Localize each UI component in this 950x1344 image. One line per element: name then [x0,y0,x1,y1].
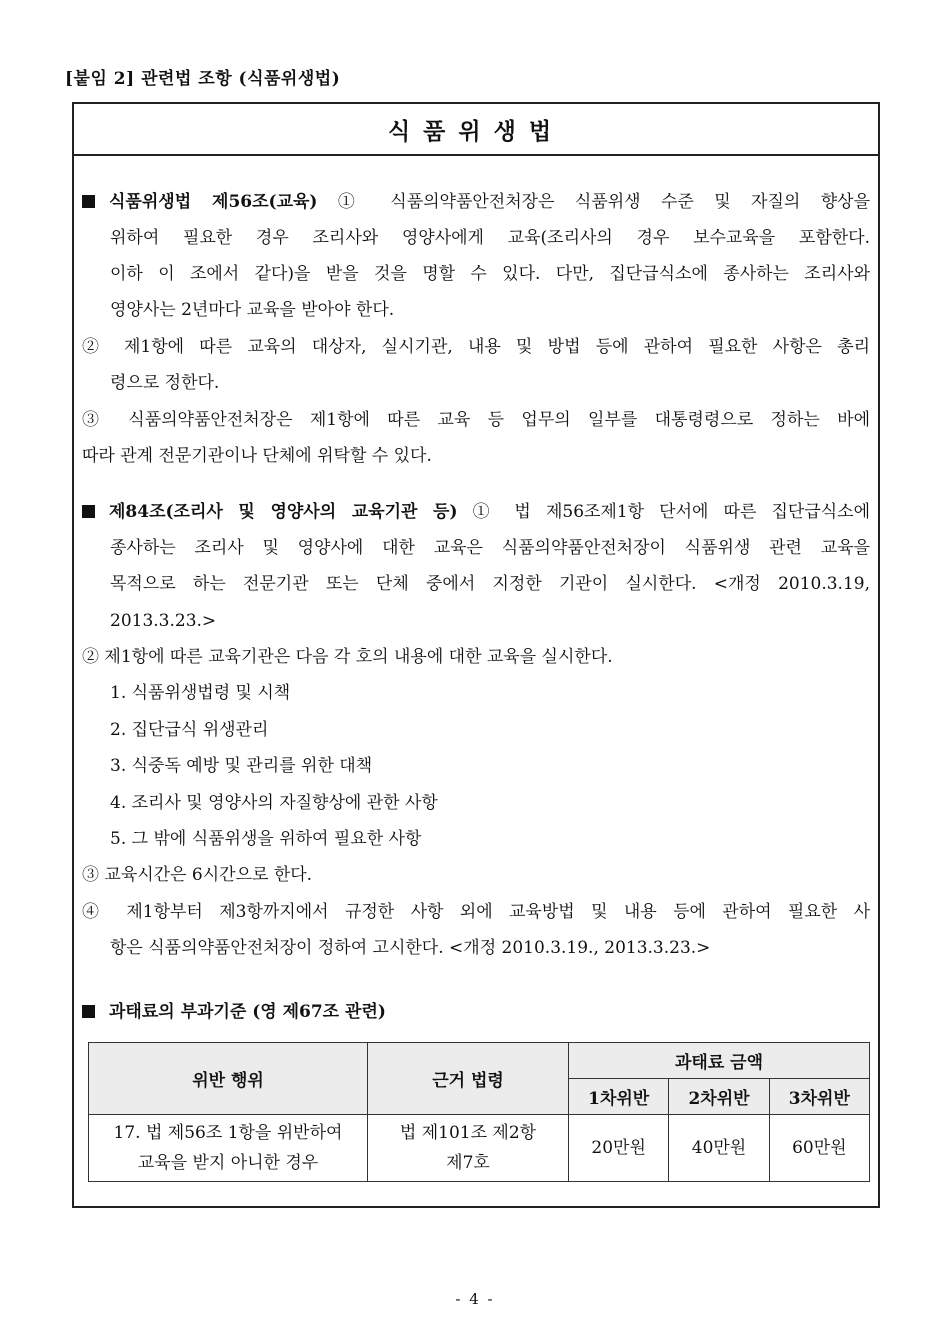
cell-third: 60만원 [769,1115,869,1182]
article84-item: 4. 조리사 및 영양사의 자질향상에 관한 사항 [110,793,438,813]
cell-law-l1: 법 제101조 제2항 [399,1123,537,1143]
article56-para3-line1: ③ 식품의약품안전처장은 제1항에 따른 교육 등 업무의 일부를 대통령령으로 정하는 바에 [82,410,870,430]
article84-heading: 제84조(조리사 및 영양사의 교육기관 등) [109,502,458,522]
article84-line4: 2013.3.23.> [110,611,217,631]
article84-line1-text: ① 법 제56조제1항 단서에 따른 집단급식소에 [472,502,871,522]
article84-line3: 목적으로 하는 전문기관 또는 단체 중에서 지정한 기관이 실시한다. <개정 2010.3.19, [110,574,870,594]
fine-section-heading: 과태료의 부과기준 (영 제67조 관련) [109,1002,386,1022]
fine-section-heading-line [82,994,870,1030]
col-amount-header: 과태료 금액 [569,1043,870,1079]
cell-violation-l1: 17. 법 제56조 1항을 위반하여 [113,1123,343,1143]
article56-line3: 이하 이 조에서 같다)을 받을 것을 명할 수 있다. 다만, 집단급식소에 종사하는 조리사와 [110,264,870,284]
table-row [89,1115,870,1182]
article56-heading: 식품위생법 제56조(교육) [109,192,318,212]
article56-line1-text: ① 식품의약품안전처장은 식품위생 수준 및 자질의 향상을 [337,192,870,212]
article56-para3-line2: 따라 관계 전문기관이나 단체에 위탁할 수 있다. [82,446,432,466]
square-bullet-icon [82,1005,95,1018]
article56-line2: 위하여 필요한 경우 조리사와 영양사에게 교육(조리사의 경우 보수교육을 포함한다. [110,228,870,248]
col-first-header: 1차위반 [569,1079,669,1115]
article84-para2: ② 제1항에 따른 교육기관은 다음 각 호의 내용에 대한 교육을 실시한다. [82,647,613,667]
col-violation-header: 위반 행위 [89,1043,368,1115]
article84-item: 5. 그 밖에 식품위생을 위하여 필요한 사항 [110,829,422,849]
article84-item: 1. 식품위생법령 및 시책 [110,683,291,703]
article56-line4: 영양사는 2년마다 교육을 받아야 한다. [110,300,395,320]
page-number: - 4 - [455,1290,495,1308]
article56-line1 [82,184,870,220]
fine-table [88,1042,870,1182]
cell-law-l2: 제7호 [446,1153,490,1173]
article84-line2: 종사하는 조리사 및 영양사에 대한 교육은 식품의약품안전처장이 식품위생 관련 교육을 [110,538,870,558]
article84-para4-line1: ④ 제1항부터 제3항까지에서 규정한 사항 외에 교육방법 및 내용 등에 관하여 필요한 사 [82,902,870,922]
article84-para3: ③ 교육시간은 6시간으로 한다. [82,865,313,885]
box-title: 식품위생법 [74,104,878,156]
article56-para2-line1: ② 제1항에 따른 교육의 대상자, 실시기관, 내용 및 방법 등에 관하여 필요한 사항은 총리 [82,337,870,357]
col-third-header: 3차위반 [769,1079,869,1115]
col-law-header: 근거 법령 [368,1043,569,1115]
cell-violation [89,1115,368,1182]
article84-item: 2. 집단급식 위생관리 [110,720,269,740]
law-box [72,102,880,1208]
cell-law [368,1115,569,1182]
cell-second: 40만원 [669,1115,769,1182]
cell-violation-l2: 교육을 받지 아니한 경우 [137,1153,319,1173]
article84-line1 [82,494,870,530]
article56-para2-line2: 령으로 정한다. [110,373,220,393]
article84-item: 3. 식중독 예방 및 관리를 위한 대책 [110,756,373,776]
table-header-row [89,1043,870,1079]
attachment-title: [붙임 2] 관련법 조항 (식품위생법) [65,69,341,89]
cell-first: 20만원 [569,1115,669,1182]
col-second-header: 2차위반 [669,1079,769,1115]
square-bullet-icon [82,505,95,518]
article84-para4-line2: 항은 식품의약품안전처장이 정하여 고시한다. <개정 2010.3.19., 2013.3.23.> [110,938,711,958]
square-bullet-icon [82,195,95,208]
